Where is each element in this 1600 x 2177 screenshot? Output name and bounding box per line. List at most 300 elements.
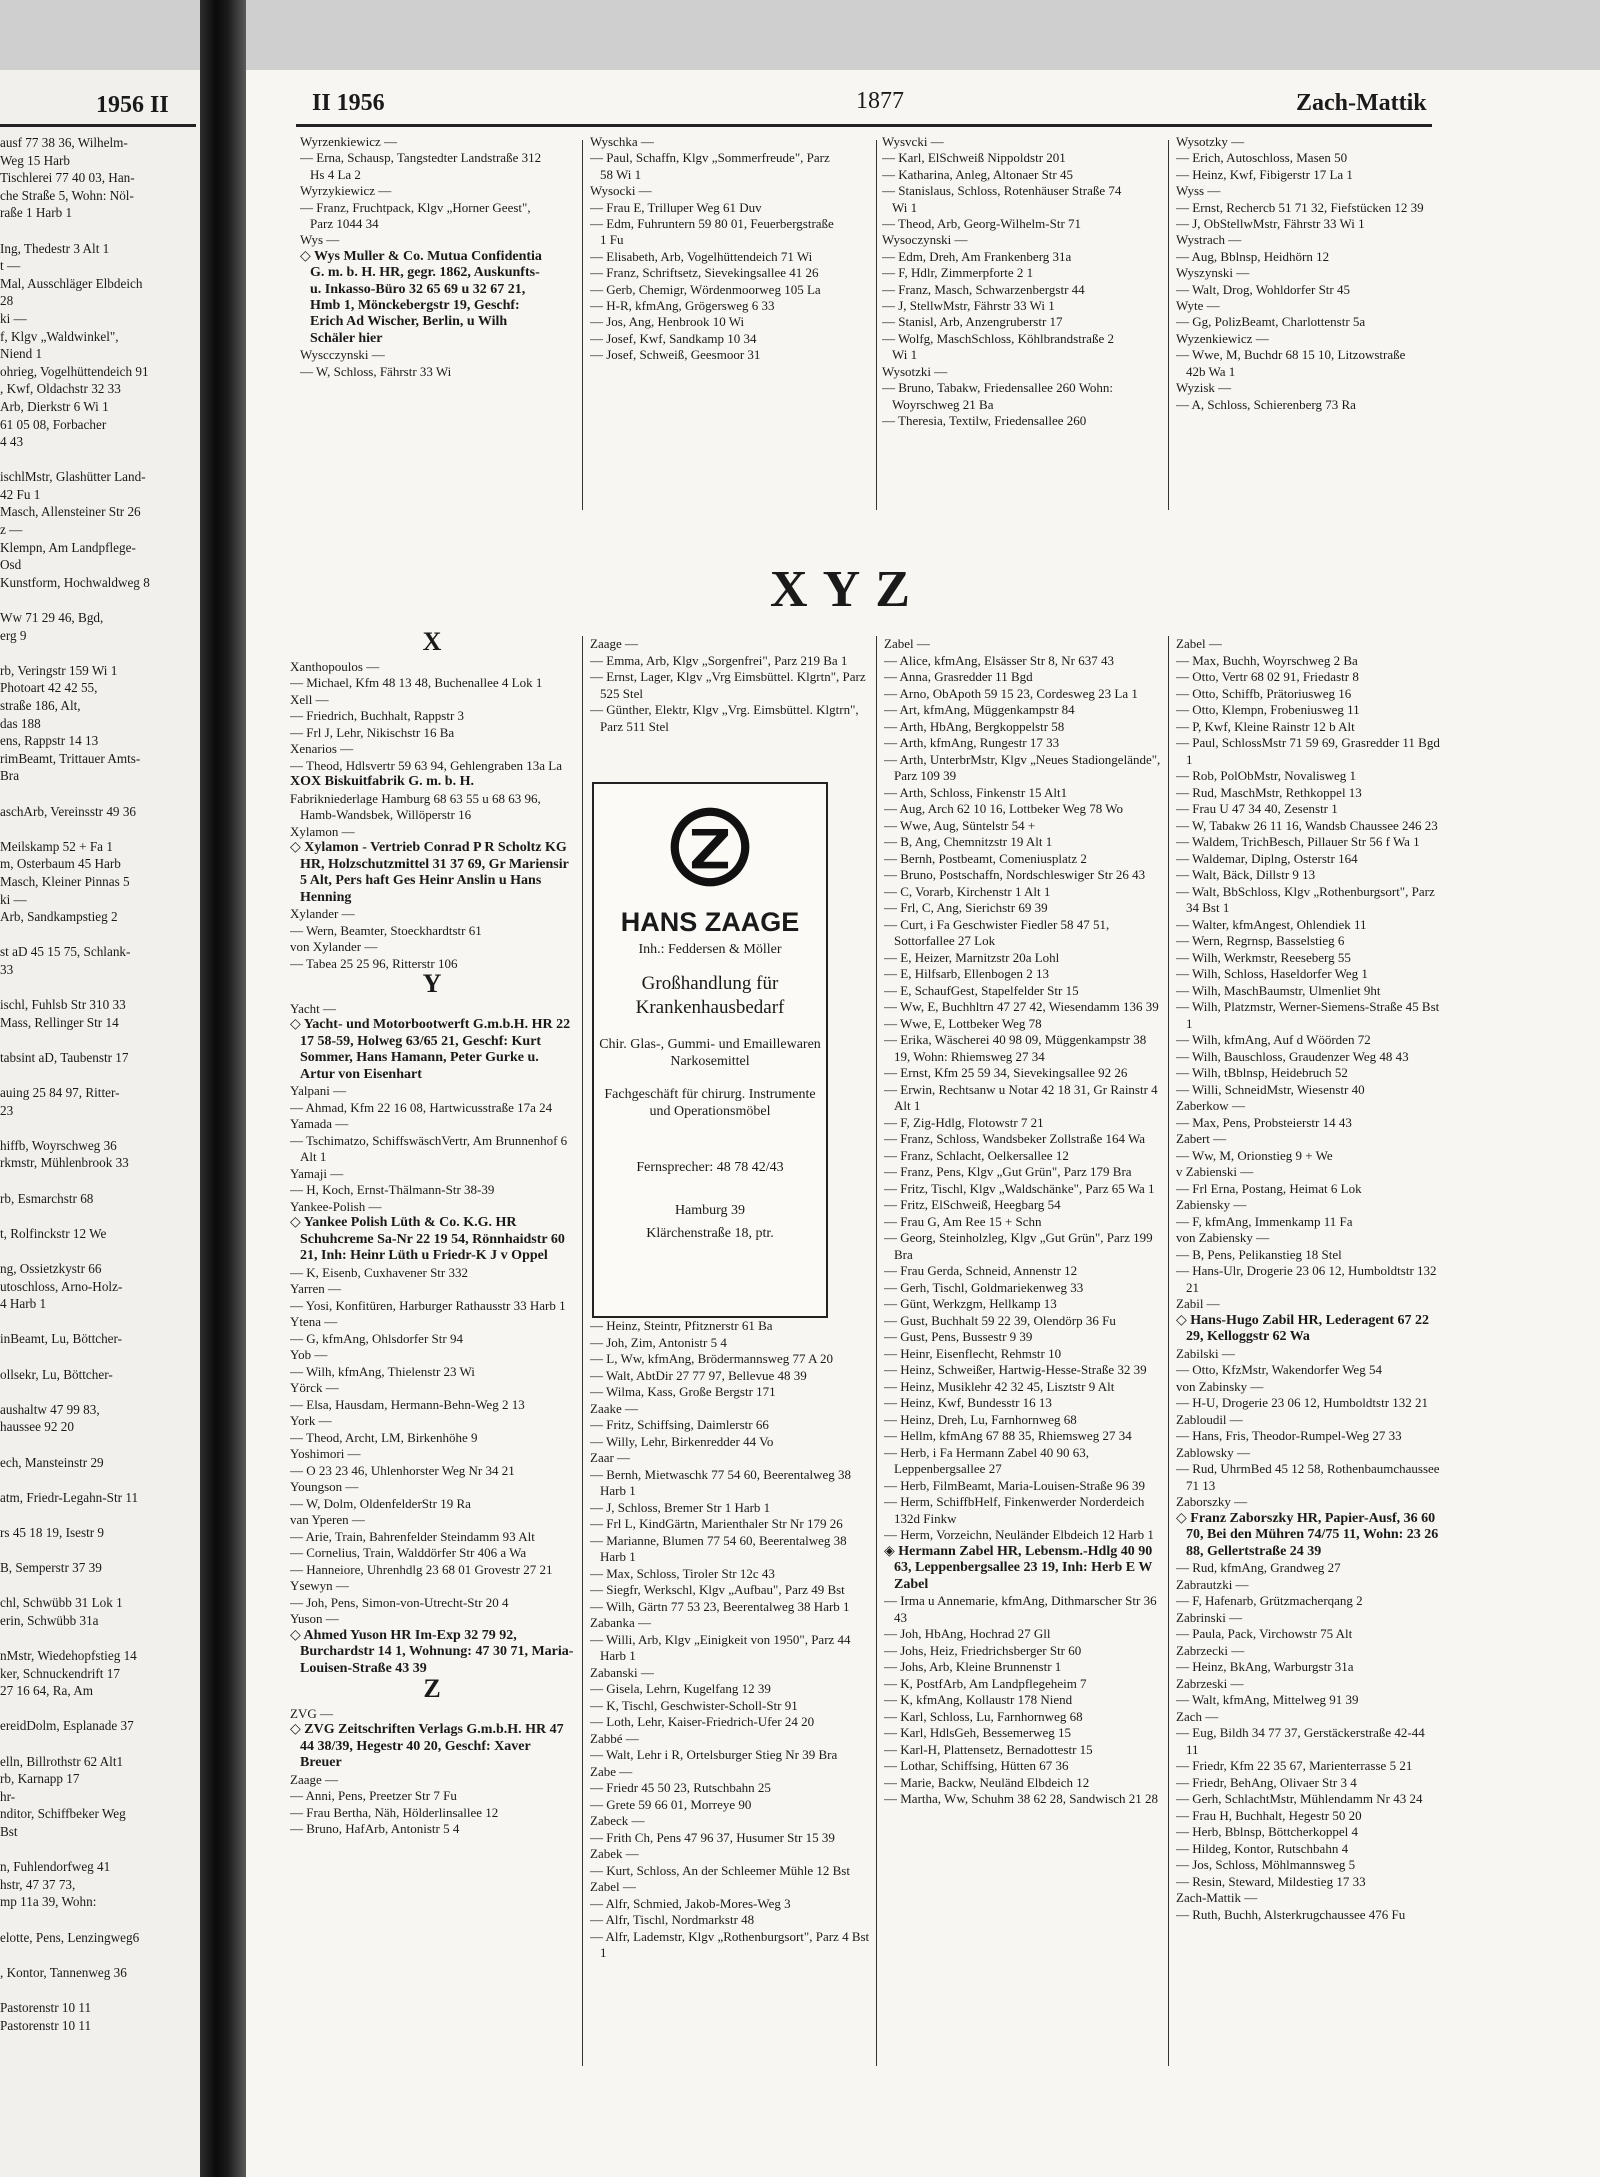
directory-entry: — E, Heizer, Marnitzstr 20a Lohl	[884, 949, 1060, 965]
directory-entry: — Theod, Archt, LM, Birkenhöhe 9	[290, 1429, 478, 1445]
directory-entry: — Heinz, Dreh, Lu, Farnhornweg 68	[884, 1411, 1077, 1427]
directory-entry: — Kurt, Schloss, An der Schleemer Mühle 12 Bst	[590, 1862, 850, 1878]
directory-entry: Ytena —	[290, 1314, 338, 1329]
directory-entry: — Martha, Ww, Schuhm 38 62 28, Sandwisch 21 28	[884, 1791, 1159, 1806]
directory-entry: — Franz, Schlacht, Oelkersallee 12	[884, 1147, 1069, 1163]
ad-owner: Inh.: Feddersen & Möller	[638, 942, 782, 957]
directory-entry: — Ernst, Rechercb 51 71 32, Fiefstücken 12 39	[1176, 199, 1424, 215]
directory-entry: rkmstr, Mühlenbrook 33	[0, 1155, 129, 1171]
directory-entry: — Walter, kfmAngest, Ohlendiek 11	[1176, 916, 1367, 932]
directory-entry: — Waldemar, Diplng, Osterstr 164	[1176, 850, 1358, 866]
directory-entry: chl, Schwübb 31 Lok 1	[0, 1595, 123, 1611]
directory-entry: ◇ Xylamon - Vertrieb Conrad P R Scholtz KG HR, Holzschutzmittel 31 37 69, Gr Mariensir 5 Alt, Pers haft Ges Heinr Anslin u Hans Henning	[290, 840, 569, 905]
x-entries	[290, 659, 574, 973]
directory-entry: — Georg, Steinholzleg, Klgv „Gut Grün", Parz 199 Bra	[884, 1230, 1153, 1262]
directory-entry: — Friedr 45 50 23, Rutschbahn 25	[590, 1780, 771, 1795]
directory-entry: — Günther, Elektr, Klgv „Vrg. Eimsbüttel. Klgtrn", Parz 511 Stel	[590, 702, 859, 734]
directory-entry: — Theresia, Textilw, Friedensallee 260	[882, 412, 1087, 428]
left-header-rule	[0, 124, 196, 127]
directory-entry: — G, kfmAng, Ohlsdorfer Str 94	[290, 1330, 463, 1346]
directory-entry: — Wolfg, MaschSchloss, Köhlbrandstraße 2 Wi 1	[882, 330, 1114, 363]
directory-entry: — Art, kfmAng, Müggenkampstr 84	[884, 702, 1075, 717]
directory-entry: Wysocki —	[590, 183, 652, 199]
running-head: Zach-Mattik	[1296, 90, 1427, 116]
directory-entry: — Erich, Autoschloss, Masen 50	[1176, 150, 1348, 166]
directory-entry: Photoart 42 42 55,	[0, 680, 98, 696]
directory-entry: Mal, Ausschläger Elbdeich	[0, 275, 143, 291]
directory-entry: — Karl, HdlsGeh, Bessemerweg 15	[884, 1725, 1072, 1740]
directory-entry: — Herm, Vorzeichn, Neuländer Elbdeich 12 Harb 1	[884, 1527, 1154, 1542]
directory-entry: Osd	[0, 557, 22, 573]
directory-entry	[0, 1577, 200, 1595]
directory-entry: — Emma, Arb, Klgv „Sorgenfrei", Parz 219 Ba 1	[590, 652, 848, 668]
directory-entry: Zaborszky —	[1176, 1494, 1248, 1509]
directory-entry: — Johs, Arb, Kleine Brunnenstr 1	[884, 1659, 1062, 1674]
directory-entry: utoschloss, Arno-Holz-	[0, 1278, 123, 1294]
directory-entry: — Heinz, Steintr, Pfitznerstr 61 Ba	[590, 1318, 773, 1333]
directory-entry: 4 43	[0, 434, 24, 450]
directory-entry: — Arth, HbAng, Bergkoppelstr 58	[884, 718, 1065, 734]
column-2-top	[590, 636, 870, 735]
directory-entry: haussee 92 20	[0, 1419, 74, 1435]
directory-entry	[0, 1700, 200, 1718]
directory-entry: — Bernh, Postbeamt, Comeniusplatz 2	[884, 850, 1087, 866]
directory-entry	[0, 1031, 200, 1049]
directory-entry: — W, Schloss, Fährstr 33 Wi	[300, 363, 452, 379]
directory-entry: — Curt, i Fa Geschwister Fiedler 58 47 51, Sottorfallee 27 Lok	[884, 916, 1110, 948]
column-rule	[582, 636, 583, 2066]
directory-entry: Yamada —	[290, 1116, 349, 1131]
directory-entry: — B, Pens, Pelikanstieg 18 Stel	[1176, 1246, 1342, 1262]
directory-entry: Pastorenstr 10 11	[0, 2017, 92, 2033]
directory-entry: Zabel —	[1176, 636, 1222, 651]
directory-entry: — Anni, Pens, Preetzer Str 7 Fu	[290, 1788, 457, 1803]
directory-entry	[0, 926, 200, 944]
hans-zaage-advertisement	[592, 782, 828, 1318]
directory-entry: — Heinz, Kwf, Bundesstr 16 13	[884, 1395, 1052, 1410]
directory-entry: ausf 77 38 36, Wilhelm-	[0, 135, 128, 150]
directory-entry: Ing, Thedestr 3 Alt 1	[0, 240, 110, 256]
directory-entry: — Bruno, HafArb, Antonistr 5 4	[290, 1821, 460, 1836]
directory-entry: — J, StellwMstr, Fährstr 33 Wi 1	[882, 298, 1055, 314]
directory-entry: — Frl, C, Ang, Sierichstr 69 39	[884, 900, 1048, 915]
directory-entry: Zaar —	[590, 1450, 631, 1465]
directory-entry: — Edm, Dreh, Am Frankenberg 31a	[882, 248, 1072, 264]
directory-entry: — Aug, Bblnsp, Heidhörn 12	[1176, 248, 1330, 264]
column-rule	[876, 140, 877, 510]
ad-title: HANS ZAAGE	[620, 907, 800, 937]
directory-entry: — Gisela, Lehrn, Kugelfang 12 39	[590, 1681, 771, 1696]
directory-entry: — Frau U 47 34 40, Zesenstr 1	[1176, 801, 1338, 816]
directory-entry: — Hellm, kfmAng 67 88 35, Rhiemsweg 27 34	[884, 1428, 1132, 1443]
z-entries	[290, 1706, 574, 1838]
directory-entry: Niend 1	[0, 346, 43, 362]
directory-entry: — Aug, Arch 62 10 16, Lottbeker Weg 78 Wo	[884, 801, 1123, 816]
directory-entry: Wyzisk —	[1176, 380, 1232, 396]
directory-entry: Yörck —	[290, 1380, 339, 1395]
directory-entry: Yuson —	[290, 1611, 339, 1626]
directory-entry: — Gerh, Tischl, Goldmariekenweg 33	[884, 1279, 1084, 1295]
directory-entry: 4 Harb 1	[0, 1296, 47, 1312]
directory-entry: — Paul, SchlossMstr 71 59 69, Grasredder 11 Bgd 1	[1176, 735, 1440, 767]
directory-entry: Masch, Allensteiner Str 26	[0, 504, 141, 520]
directory-entry: ki —	[0, 891, 27, 907]
directory-entry: — Walt, Drog, Wohldorfer Str 45	[1176, 281, 1350, 297]
directory-entry: Wyszynski —	[1176, 265, 1250, 281]
directory-entry: — Willi, Arb, Klgv „Einigkeit von 1950", Parz 44 Harb 1	[590, 1631, 851, 1663]
directory-entry: — Wern, Beamter, Stoeckhardtstr 61	[290, 922, 482, 938]
directory-entry: — Rud, UhrmBed 45 12 58, Rothenbaumchaussee 71 13	[1176, 1461, 1440, 1493]
directory-entry: — Hans, Fris, Theodor-Rumpel-Weg 27 33	[1176, 1428, 1402, 1443]
directory-entry: Zabrzecki —	[1176, 1642, 1245, 1658]
directory-entry: — Wilh, Werkmstr, Reeseberg 55	[1176, 949, 1351, 965]
directory-entry: — Wilh, Platzmstr, Werner-Siemens-Straße 45 Bst 1	[1176, 999, 1440, 1031]
directory-entry: — W, Tabakw 26 11 16, Wandsb Chaussee 246 23	[1176, 817, 1438, 833]
directory-entry: ohrieg, Vogelhüttendeich 91	[0, 363, 149, 379]
directory-entry: Ww 71 29 46, Bgd,	[0, 610, 104, 626]
column-rule	[1168, 636, 1169, 2066]
directory-entry: Wysotzky —	[1176, 134, 1245, 149]
directory-entry: ◇ Wys Muller & Co. Mutua Confidentia G. m. b. H. HR, gegr. 1862, Auskunfts- u. Inkasso-Büro 32 65 69 u 32 67 21, Hmb 1, Mönckebergstr 19, Geschf: Erich Ad Wischer, Berlin, u Wilh Schäler hier	[300, 248, 542, 346]
directory-entry: — Gg, PolizBeamt, Charlottenstr 5a	[1176, 314, 1366, 330]
directory-entry: — H-U, Drogerie 23 06 12, Humboldtstr 132 21	[1176, 1395, 1429, 1410]
directory-entry: — Gust, Pens, Bussestr 9 39	[884, 1329, 1033, 1344]
directory-entry: — Arth, UnterbrMstr, Klgv „Neues Stadiongelände", Parz 109 39	[884, 751, 1161, 783]
directory-entry: Yankee-Polish —	[290, 1198, 382, 1214]
directory-entry: — Franz, Fruchtpack, Klgv „Horner Geest", Parz 1044 34	[300, 199, 531, 232]
directory-entry: — O 23 23 46, Uhlenhorster Weg Nr 34 21	[290, 1462, 515, 1478]
directory-entry: — K, PostfArb, Am Landpflegeheim 7	[884, 1675, 1087, 1691]
directory-entry: Zach-Mattik —	[1176, 1890, 1258, 1905]
directory-entry: — W, Dolm, OldenfelderStr 19 Ra	[290, 1495, 471, 1511]
directory-entry: auing 25 84 97, Ritter-	[0, 1085, 120, 1101]
directory-entry: atm, Friedr-Legahn-Str 11	[0, 1489, 139, 1505]
directory-entry: Kunstform, Hochwaldweg 8	[0, 574, 150, 590]
directory-entry: Klempn, Am Landpflege-	[0, 539, 136, 555]
directory-entry	[0, 979, 200, 997]
directory-entry: Yalpani —	[290, 1083, 347, 1098]
directory-entry: — Heinz, Kwf, Fibigerstr 17 La 1	[1176, 166, 1353, 182]
directory-entry: mp 11a 39, Wohn:	[0, 1894, 97, 1910]
directory-entry: — Michael, Kfm 48 13 48, Buchenallee 4 Lok 1	[290, 675, 543, 690]
directory-entry: — L, Ww, kfmAng, Brödermannsweg 77 A 20	[590, 1351, 834, 1366]
directory-entry: — Bruno, Postschaffn, Nordschleswiger Str 26 43	[884, 867, 1146, 882]
directory-entry: Xylamon —	[290, 823, 355, 839]
directory-entry: — Max, Pens, Probsteierstr 14 43	[1176, 1114, 1352, 1130]
directory-entry: Yob —	[290, 1347, 328, 1362]
directory-entry	[0, 222, 200, 240]
directory-entry: — Friedr, BehAng, Olivaer Str 3 4	[1176, 1774, 1357, 1790]
directory-entry: — Frau Bertha, Näh, Hölderlinsallee 12	[290, 1804, 499, 1820]
letter-y: Y	[422, 969, 442, 998]
directory-entry: Bst	[0, 1824, 18, 1839]
directory-entry: — Walt, kfmAng, Mittelweg 91 39	[1176, 1692, 1359, 1707]
directory-entry: — Gust, Buchhalt 59 22 39, Olendörp 36 Fu	[884, 1312, 1116, 1328]
directory-entry: rimBeamt, Trittauer Amts-	[0, 750, 141, 766]
directory-entry: — Hildeg, Kontor, Rutschbahn 4	[1176, 1840, 1349, 1856]
column-rule	[1168, 140, 1169, 510]
directory-entry: — J, Schloss, Bremer Str 1 Harb 1	[590, 1499, 771, 1515]
directory-entry: Zabbé —	[590, 1730, 639, 1746]
directory-entry: Zablowsky —	[1176, 1444, 1251, 1460]
directory-entry: Masch, Kleiner Pinnas 5	[0, 873, 130, 889]
ad-street: Klärchenstraße 18, ptr.	[646, 1226, 774, 1241]
directory-entry: von Zabinsky —	[1176, 1378, 1264, 1394]
directory-entry: — Gerh, SchlachtMstr, Mühlendamm Nr 43 24	[1176, 1791, 1423, 1806]
directory-entry: z —	[0, 522, 23, 538]
directory-entry: Zabilski —	[1176, 1345, 1235, 1361]
directory-entry: — Karl, ElSchweiß Nippoldstr 201	[882, 150, 1066, 166]
directory-entry: — Eug, Bildh 34 77 37, Gerstäckerstraße 42-44 11	[1176, 1725, 1425, 1757]
ad-products: Chir. Glas-, Gummi- und Emaillewaren Narkosemittel	[599, 1037, 821, 1069]
directory-entry: inBeamt, Lu, Böttcher-	[0, 1331, 123, 1347]
directory-entry: — Wilh, kfmAng, Thielenstr 23 Wi	[290, 1363, 475, 1379]
directory-entry: — Friedr, Kfm 22 35 67, Marienterrasse 5 21	[1176, 1758, 1413, 1773]
directory-entry: — Elisabeth, Arb, Vogelhüttendeich 71 Wi	[590, 248, 813, 264]
directory-entry	[0, 591, 200, 609]
zaage-logo-icon	[669, 806, 751, 888]
directory-entry: — Frl L, KindGärtn, Marienthaler Str Nr 179 26	[590, 1516, 843, 1531]
directory-entry: — Fritz, Tischl, Klgv „Waldschänke", Parz 65 Wa 1	[884, 1180, 1155, 1196]
directory-entry: — Wilh, Bauschloss, Graudenzer Weg 48 43	[1176, 1048, 1409, 1064]
directory-entry: — Erwin, Rechtsanw u Notar 42 18 31, Gr Rainstr 4 Alt 1	[884, 1081, 1158, 1113]
directory-entry: — Theod, Arb, Georg-Wilhelm-Str 71	[882, 216, 1082, 232]
directory-entry: — Karl-H, Plattensetz, Bernadottestr 15	[884, 1741, 1093, 1757]
directory-entry: ◈ Hermann Zabel HR, Lebensm.-Hdlg 40 90 63, Leppenbergsallee 23 19, Inh: Herb E W Zabel	[884, 1543, 1153, 1592]
directory-entry: elotte, Pens, Lenzingweg6	[0, 1929, 140, 1945]
directory-entry: rb, Veringstr 159 Wi 1	[0, 662, 118, 678]
directory-entry: — Theod, Hdlsvertr 59 63 94, Gehlengraben 13a La	[290, 757, 562, 773]
directory-entry: Wyscczynski —	[300, 347, 385, 363]
right-header-rule	[296, 124, 1432, 127]
directory-entry: — F, Hafenarb, Grützmacherqang 2	[1176, 1593, 1363, 1608]
ad-specialty: Fachgeschäft für chirurg. Instrumente und Operationsmöbel	[604, 1087, 816, 1119]
directory-entry: — Resin, Steward, Mildestieg 17 33	[1176, 1873, 1366, 1889]
left-page-header: 1956 II	[96, 92, 169, 118]
directory-entry: — Heinz, Schweißer, Hartwig-Hesse-Straße 32 39	[884, 1362, 1147, 1377]
directory-entry: — Wilh, tBblnsp, Heidebruch 52	[1176, 1065, 1348, 1080]
directory-entry: — Friedrich, Buchhalt, Rappstr 3	[290, 708, 465, 723]
directory-entry: Arb, Dierkstr 6 Wi 1	[0, 398, 109, 414]
directory-entry: — Wilh, Schloss, Haseldorfer Weg 1	[1176, 966, 1368, 981]
directory-entry: — E, Hilfsarb, Ellenbogen 2 13	[884, 966, 1049, 981]
directory-entry	[0, 1911, 200, 1929]
page-number: 1877	[856, 88, 904, 114]
directory-entry: erg 9	[0, 627, 27, 643]
directory-entry: — Herm, SchiffbHelf, Finkenwerder Norderdeich 132d Finkw	[884, 1494, 1145, 1526]
directory-entry: ollsekr, Lu, Böttcher-	[0, 1366, 113, 1382]
directory-entry: — Walt, AbtDir 27 77 97, Bellevue 48 39	[590, 1367, 807, 1383]
directory-entry: t, Rolfinckstr 12 We	[0, 1225, 107, 1241]
directory-entry: Yarren —	[290, 1281, 342, 1296]
directory-entry: — Alfr, Schmied, Jakob-Mores-Weg 3	[590, 1895, 791, 1911]
directory-entry	[0, 820, 200, 838]
directory-entry: — K, Eisenb, Cuxhavener Str 332	[290, 1264, 469, 1280]
directory-entry: — Heinz, Musiklehr 42 32 45, Lisztstr 9 Alt	[884, 1378, 1115, 1394]
top-column-1	[300, 134, 548, 380]
directory-entry: 27 16 64, Ra, Am	[0, 1683, 94, 1699]
directory-entry: — Hanneiore, Uhrenhdlg 23 68 01 Grovestr 27 21	[290, 1561, 553, 1577]
directory-entry: — K, kfmAng, Kollaustr 178 Niend	[884, 1692, 1073, 1707]
directory-entry: elln, Billrothstr 62 Alt1	[0, 1753, 124, 1769]
directory-entry: — Josef, Schweiß, Geesmoor 31	[590, 347, 761, 363]
directory-entry: che Straße 5, Wohn: Nöl-	[0, 187, 134, 203]
directory-entry: — Waldem, TrichBesch, Pillauer Str 56 f Wa 1	[1176, 834, 1420, 849]
directory-entry: — Wilh, Gärtn 77 53 23, Beerentalweg 38 Harb 1	[590, 1598, 850, 1614]
directory-entry: — Otto, Schiffb, Prätoriusweg 16	[1176, 685, 1352, 701]
directory-entry: Wyzenkiewicz —	[1176, 330, 1269, 346]
directory-entry: Wyrzykiewicz —	[300, 183, 392, 199]
directory-entry: — H, Koch, Ernst-Thälmann-Str 38-39	[290, 1182, 495, 1197]
directory-entry: t —	[0, 258, 21, 274]
directory-entry	[0, 1242, 200, 1260]
directory-entry: erin, Schwübb 31a	[0, 1612, 99, 1628]
directory-entry: ischl, Fuhlsb Str 310 33	[0, 997, 126, 1013]
directory-entry: Zabrinski —	[1176, 1609, 1243, 1625]
directory-entry	[0, 1348, 200, 1366]
directory-entry: — Stanislaus, Schloss, Rotenhäuser Straße 74 Wi 1	[882, 183, 1122, 215]
directory-entry: — Herb, i Fa Hermann Zabel 40 90 63, Leppenbergsallee 27	[884, 1444, 1090, 1476]
directory-entry: — Edm, Fuhruntern 59 80 01, Feuerbergstraße 1 Fu	[590, 216, 834, 248]
directory-entry: — A, Schloss, Schierenberg 73 Ra	[1176, 396, 1356, 412]
directory-entry: von Xylander —	[290, 939, 378, 954]
directory-entry: — Wwe, Aug, Süntelstr 54 +	[884, 817, 1036, 833]
directory-entry: f, Klgv „Waldwinkel",	[0, 328, 119, 344]
directory-entry: — Alice, kfmAng, Elsässer Str 8, Nr 637 43	[884, 652, 1115, 668]
directory-entry: — Erna, Schausp, Tangstedter Landstraße 312 Hs 4 La 2	[300, 150, 542, 182]
directory-entry: ki —	[0, 310, 27, 326]
directory-entry: Zaberkow —	[1176, 1098, 1245, 1113]
directory-entry: York —	[290, 1413, 332, 1428]
directory-entry: Wystrach —	[1176, 232, 1242, 248]
directory-entry: — Günt, Werkzgm, Hellkamp 13	[884, 1296, 1057, 1311]
directory-entry: Wyss —	[1176, 183, 1221, 199]
directory-entry	[0, 1471, 200, 1489]
directory-entry: ereidDolm, Esplanade 37	[0, 1718, 134, 1734]
directory-entry	[0, 1119, 200, 1137]
directory-entry: — Walt, Bäck, Dillstr 9 13	[1176, 867, 1316, 882]
directory-entry: — Otto, Vertr 68 02 91, Friedastr 8	[1176, 669, 1359, 684]
column-2-bottom	[590, 1318, 870, 1962]
directory-entry: — Frau Gerda, Schneid, Annenstr 12	[884, 1263, 1078, 1278]
directory-entry: Xanthopoulos —	[290, 658, 380, 674]
column-3	[884, 636, 1162, 1808]
directory-entry: Weg 15 Harb	[0, 152, 70, 168]
letter-z: Z	[423, 1674, 441, 1703]
directory-entry	[0, 1313, 200, 1331]
directory-entry: — Ruth, Buchh, Alsterkrugchaussee 476 Fu	[1176, 1906, 1406, 1922]
directory-entry: Zabloudil —	[1176, 1411, 1243, 1427]
directory-entry: — Ernst, Kfm 25 59 34, Sievekingsallee 92 26	[884, 1065, 1128, 1080]
directory-entry: — Loth, Lehr, Kaiser-Friedrich-Ufer 24 20	[590, 1714, 815, 1729]
directory-entry	[0, 1981, 200, 1999]
directory-entry: — Wilh, kfmAng, Auf d Wöörden 72	[1176, 1032, 1371, 1047]
directory-entry: — Josef, Kwf, Sandkamp 10 34	[590, 330, 757, 346]
directory-entry	[0, 1172, 200, 1190]
directory-entry: tabsint aD, Taubenstr 17	[0, 1049, 129, 1065]
directory-entry: st aD 45 15 75, Schlank-	[0, 944, 131, 960]
directory-entry: — Lothar, Schiffsing, Hütten 67 36	[884, 1758, 1069, 1773]
directory-entry: — Wwe, E, Lottbeker Weg 78	[884, 1015, 1042, 1031]
directory-entry: rb, Esmarchstr 68	[0, 1190, 94, 1206]
directory-entry: — Arth, kfmAng, Rungestr 17 33	[884, 735, 1060, 750]
directory-entry: — Ww, M, Orionstieg 9 + We	[1176, 1147, 1333, 1163]
directory-entry: — Frl J, Lehr, Nikischstr 16 Ba	[290, 724, 455, 740]
directory-entry: Zabanka —	[590, 1615, 652, 1630]
directory-entry: — Ahmad, Kfm 22 16 08, Hartwicusstraße 17a 24	[290, 1099, 553, 1115]
directory-entry: — Yosi, Konfitüren, Harburger Rathausstr 33 Harb 1	[290, 1297, 566, 1313]
directory-entry: 33	[0, 961, 14, 977]
directory-entry: Bra	[0, 768, 20, 784]
directory-entry: XOX Biskuitfabrik G. m. b. H.	[290, 774, 474, 789]
directory-entry: — B, Ang, Chemnitzstr 19 Alt 1	[884, 834, 1053, 849]
ad-city: Hamburg 39	[674, 1203, 746, 1218]
directory-entry: — Irma u Annemarie, kfmAng, Dithmarscher Str 36 43	[884, 1593, 1157, 1625]
directory-entry: nMstr, Wiedehopfstieg 14	[0, 1648, 137, 1664]
directory-entry: Arb, Sandkampstieg 2	[0, 909, 118, 925]
directory-entry: — Fritz, Schiffsing, Daimlerstr 66	[590, 1417, 769, 1432]
directory-entry: Xenarios —	[290, 741, 354, 756]
directory-entry	[0, 1542, 200, 1560]
directory-entry: — F, Zig-Hdlg, Flotowstr 7 21	[884, 1114, 1044, 1130]
directory-entry: — Alfr, Tischl, Nordmarkstr 48	[590, 1912, 755, 1927]
directory-entry: hstr, 47 37 73,	[0, 1876, 76, 1892]
directory-entry: — Herb, Bblnsp, Böttcherkoppel 4	[1176, 1824, 1358, 1839]
directory-entry: — Joh, Pens, Simon-von-Utrecht-Str 20 4	[290, 1594, 509, 1610]
directory-entry: — Otto, Klempn, Frobeniusweg 11	[1176, 702, 1360, 717]
directory-entry: — Ww, E, Buchhltrn 47 27 42, Wiesendamm 136 39	[884, 999, 1159, 1014]
directory-entry: rb, Karnapp 17	[0, 1771, 80, 1787]
directory-entry: — Jos, Ang, Henbrook 10 Wi	[590, 314, 745, 330]
directory-entry: — Anna, Grasredder 11 Bgd	[884, 669, 1033, 684]
directory-entry: Xylander —	[290, 906, 355, 921]
directory-entry: — Siegfr, Werkschl, Klgv „Aufbau", Parz 49 Bst	[590, 1582, 845, 1597]
directory-entry: — Arie, Train, Bahrenfelder Steindamm 93 Alt	[290, 1528, 535, 1544]
directory-entry: — J, ObStellwMstr, Fährstr 33 Wi 1	[1176, 216, 1365, 232]
directory-entry: aushaltw 47 99 83,	[0, 1401, 100, 1417]
directory-entry: — Johs, Heiz, Friedrichsberger Str 60	[884, 1642, 1082, 1658]
directory-entry: Wyrzenkiewicz —	[300, 134, 398, 149]
directory-entry: — Paul, Schaffn, Klgv „Sommerfreude", Parz 58 Wi 1	[590, 150, 830, 182]
directory-entry: Zabil —	[1176, 1296, 1220, 1311]
directory-entry: van Yperen —	[290, 1512, 365, 1527]
directory-entry: von Zabiensky —	[1176, 1230, 1270, 1245]
directory-entry: Ysewyn —	[290, 1578, 349, 1593]
directory-entry: 28	[0, 293, 14, 309]
directory-entry	[0, 1841, 200, 1859]
directory-entry: — Bruno, Tabakw, Friedensallee 260 Wohn: Woyrschweg 21 Ba	[882, 380, 1114, 412]
directory-entry: ◇ ZVG Zeitschriften Verlags G.m.b.H. HR 47 44 38/39, Hegestr 40 20, Geschf: Xaver Breuer	[290, 1722, 564, 1770]
directory-entry: raße 1 Harb 1	[0, 205, 73, 221]
directory-entry	[0, 1629, 200, 1647]
directory-entry: — Frl Erna, Postang, Heimat 6 Lok	[1176, 1180, 1362, 1196]
directory-entry: — Tabea 25 25 96, Ritterstr 106	[290, 955, 458, 971]
directory-entry: — Elsa, Hausdam, Hermann-Behn-Weg 2 13	[290, 1396, 525, 1412]
directory-entry: — Frau G, Am Ree 15 + Schn	[884, 1213, 1042, 1229]
directory-entry: Zaage —	[590, 636, 639, 651]
directory-entry: hiffb, Woyrschweg 36	[0, 1137, 117, 1153]
directory-entry: — Wilh, MaschBaumstr, Ulmenliet 9ht	[1176, 982, 1381, 998]
directory-entry: Yoshimori —	[290, 1446, 361, 1461]
directory-entry: — Tschimatzo, SchiffswäschVertr, Am Brunnenhof 6 Alt 1	[290, 1132, 568, 1164]
directory-entry: B, Semperstr 37 39	[0, 1560, 102, 1576]
book-gutter	[200, 0, 246, 2177]
directory-entry: — Jos, Schloss, Möhlmannsweg 5	[1176, 1857, 1356, 1872]
directory-entry: — Gerb, Chemigr, Wördenmoorweg 105 La	[590, 281, 821, 297]
column-rule	[876, 636, 877, 2066]
directory-entry: — Rud, kfmAng, Grandweg 27	[1176, 1560, 1341, 1575]
directory-entry: — Walt, BbSchloss, Klgv „Rothenburgsort", Parz 34 Bst 1	[1176, 883, 1435, 915]
